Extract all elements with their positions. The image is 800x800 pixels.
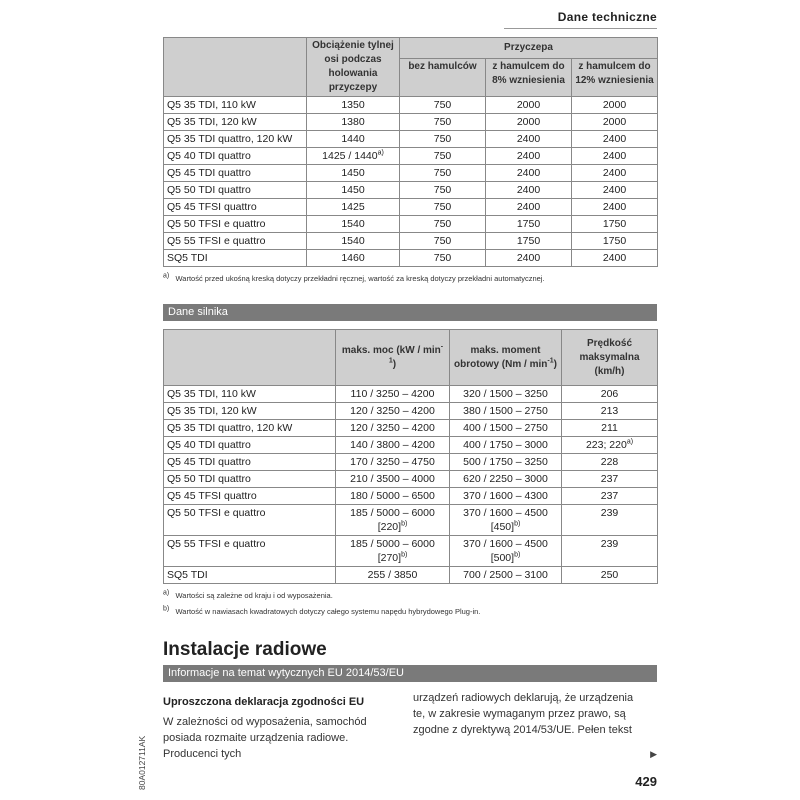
table-row [164, 131, 658, 148]
table-cell: Q5 35 TDI, 110 kW [164, 97, 307, 114]
table-cell: 2400 [572, 182, 658, 199]
table-cell: 2400 [486, 182, 572, 199]
table-cell: 1540 [307, 233, 400, 250]
section-header: Dane techniczne [504, 10, 657, 29]
table-cell: Q5 50 TFSI e quattro [164, 505, 336, 536]
table-cell: 1750 [572, 216, 658, 233]
table-cell: 1380 [307, 114, 400, 131]
table-cell: 750 [400, 233, 486, 250]
table-cell: 2400 [572, 148, 658, 165]
header-braked-12: z hamulcem do 12% wzniesienia [572, 58, 658, 96]
table-cell: Q5 35 TDI quattro, 120 kW [164, 420, 336, 437]
table-cell: 750 [400, 182, 486, 199]
footnote-a: $^{a)}$ Wartości są zależne od kraju i od wyposażenia. [163, 589, 333, 600]
table-row [164, 505, 658, 536]
header-max-power: maks. moc $(kW / \min^{-1})$ [336, 330, 450, 386]
table-cell: 2400 [486, 199, 572, 216]
table-cell: 750 [400, 165, 486, 182]
table-row [164, 536, 658, 567]
table-cell: 2400 [486, 165, 572, 182]
table-cell: 110 / 3250 – 4200 [336, 386, 450, 403]
table-cell: 400 / 1500 – 2750 [450, 420, 562, 437]
table-cell: Q5 50 TDI quattro [164, 182, 307, 199]
footnote-b: $^{b)}$ Wartość w nawiasach kwadratowych dotyczy całego systemu napędu hybrydowego Plug-in. [163, 605, 481, 616]
table-cell: 750 [400, 131, 486, 148]
table-cell: Q5 50 TDI quattro [164, 471, 336, 488]
table-cell: 750 [400, 148, 486, 165]
table-cell: 750 [400, 199, 486, 216]
table-row [164, 488, 658, 505]
table-cell: 120 / 3250 – 4200 [336, 420, 450, 437]
table-cell: 140 / 3800 – 4200 [336, 437, 450, 454]
table-cell: 239 [562, 536, 658, 567]
table-row [164, 454, 658, 471]
body-columns [163, 690, 657, 762]
table-cell: 255 / 3850 [336, 567, 450, 584]
header-unbraked: bez hamulców [400, 58, 486, 96]
table-cell: 120 / 3250 – 4200 [336, 403, 450, 420]
table-cell: 2000 [572, 97, 658, 114]
table-row [164, 216, 658, 233]
table-cell: 239 [562, 505, 658, 536]
table-row [164, 182, 658, 199]
table-cell: 500 / 1750 – 3250 [450, 454, 562, 471]
table-cell: Q5 45 TDI quattro [164, 454, 336, 471]
body-text-col2: urządzeń radiowych deklarują, że urządzenia te, w zakresie wymaganym przez prawo, są zgodne z dyrektywą 2014/53/UE. Pełen tekst [413, 692, 634, 736]
table-cell: Q5 45 TDI quattro [164, 165, 307, 182]
table-cell: 2400 [572, 199, 658, 216]
table-cell: 250 [562, 567, 658, 584]
table-cell: 2000 [486, 114, 572, 131]
table-cell: 320 / 1500 – 3250 [450, 386, 562, 403]
table-cell: 210 / 3500 – 4000 [336, 471, 450, 488]
header-trailer: Przyczepa [400, 38, 658, 59]
table-cell: 750 [400, 216, 486, 233]
eu-info-bar: Informacje na temat wytycznych EU 2014/53/EU [163, 665, 657, 682]
table-cell: Q5 35 TDI, 110 kW [164, 386, 336, 403]
table-row [164, 403, 658, 420]
table-cell: 213 [562, 403, 658, 420]
table-cell: 237 [562, 471, 658, 488]
table-cell: 1425 [307, 199, 400, 216]
table-row [164, 233, 658, 250]
table-cell: Q5 55 TFSI e quattro [164, 233, 307, 250]
table-cell: Q5 40 TDI quattro [164, 437, 336, 454]
document-code: 80A012711AK [137, 735, 147, 790]
table-cell: 206 [562, 386, 658, 403]
table-cell: 180 / 5000 – 6500 [336, 488, 450, 505]
table-row [164, 199, 658, 216]
table-cell: 750 [400, 114, 486, 131]
table-cell: 2400 [486, 250, 572, 267]
footnote-a: $^{a)}$ Wartość przed ukośną kreską dotyczy przekładni ręcznej, wartość za kreską dotyczy przekładni automatycznej. [163, 272, 545, 283]
table-cell: 170 / 3250 – 4750 [336, 454, 450, 471]
continue-arrow-icon: ▶ [650, 749, 657, 759]
table-cell: 1350 [307, 97, 400, 114]
table-row [164, 437, 658, 454]
table-cell: 1750 [486, 216, 572, 233]
table-cell: 2000 [572, 114, 658, 131]
table-cell: Q5 40 TDI quattro [164, 148, 307, 165]
table-row [164, 97, 658, 114]
table-cell: 1540 [307, 216, 400, 233]
table-row [164, 471, 658, 488]
table-cell: 700 / 2500 – 3100 [450, 567, 562, 584]
table-cell: Q5 35 TDI, 120 kW [164, 403, 336, 420]
table-cell: 370 / 1600 – 4500 $[450]^{b)}$ [450, 505, 562, 536]
table-cell: Q5 35 TDI quattro, 120 kW [164, 131, 307, 148]
table-row [164, 165, 658, 182]
table-cell: 237 [562, 488, 658, 505]
table-cell: 2000 [486, 97, 572, 114]
header-braked-8: z hamulcem do 8% wzniesienia [486, 58, 572, 96]
trailer-load-table [163, 37, 658, 267]
column-left [163, 690, 393, 762]
table-cell: 1750 [486, 233, 572, 250]
table-cell: 750 [400, 97, 486, 114]
table-row [164, 567, 658, 584]
table-row [164, 148, 658, 165]
table-cell: 185 / 5000 – 6000 $[220]^{b)}$ [336, 505, 450, 536]
table-cell: 750 [400, 250, 486, 267]
table-cell: Q5 45 TFSI quattro [164, 488, 336, 505]
table-cell: 2400 [486, 131, 572, 148]
table-cell: 2400 [572, 131, 658, 148]
section-title: Instalacje radiowe [163, 639, 327, 660]
table-row [164, 114, 658, 131]
page-content [163, 0, 657, 795]
table-cell: SQ5 TDI [164, 250, 307, 267]
table-cell: 185 / 5000 – 6000 $[270]^{b)}$ [336, 536, 450, 567]
header-max-speed: Prędkość maksymalna (km/h) [562, 330, 658, 386]
table-row [164, 250, 658, 267]
table-cell: Q5 55 TFSI e quattro [164, 536, 336, 567]
table-cell: 2400 [572, 165, 658, 182]
table-cell: 228 [562, 454, 658, 471]
header-max-torque: maks. moment obrotowy $(Nm / \min^{-1})$ [450, 330, 562, 386]
table-cell: 2400 [572, 250, 658, 267]
table-cell: Q5 50 TFSI e quattro [164, 216, 307, 233]
engine-data-table [163, 329, 658, 584]
table-cell: 1750 [572, 233, 658, 250]
table-cell: 2400 [486, 148, 572, 165]
table-cell: 370 / 1600 – 4300 [450, 488, 562, 505]
table-cell: 1450 [307, 182, 400, 199]
table-cell: Q5 35 TDI, 120 kW [164, 114, 307, 131]
table-row [164, 386, 658, 403]
table-cell: 211 [562, 420, 658, 437]
page-number: 429 [635, 774, 657, 789]
table-cell: 370 / 1600 – 4500 $[500]^{b)}$ [450, 536, 562, 567]
table-cell: Q5 45 TFSI quattro [164, 199, 307, 216]
table-cell: 620 / 2250 – 3000 [450, 471, 562, 488]
header-rear-axle-load: Obciążenie tylnej osi podczas holowania przyczepy [307, 38, 400, 97]
subsection-title: Uproszczona deklaracja zgodności EU [163, 696, 365, 708]
table-cell: SQ5 TDI [164, 567, 336, 584]
table-cell: 1440 [307, 131, 400, 148]
table-row [164, 420, 658, 437]
body-text-col1: W zależności od wyposażenia, samochód posiada rozmaite urządzenia radiowe. Producenci tych [163, 716, 367, 760]
table-cell: 223; 220$^{a)}$ [562, 437, 658, 454]
table-cell: 380 / 1500 – 2750 [450, 403, 562, 420]
table-cell: 1425 / 1440$^{a)}$ [307, 148, 400, 165]
table-cell: 1450 [307, 165, 400, 182]
engine-section-bar: Dane silnika [163, 304, 657, 321]
table-cell: 1460 [307, 250, 400, 267]
column-right [413, 690, 657, 762]
table-cell: 400 / 1750 – 3000 [450, 437, 562, 454]
